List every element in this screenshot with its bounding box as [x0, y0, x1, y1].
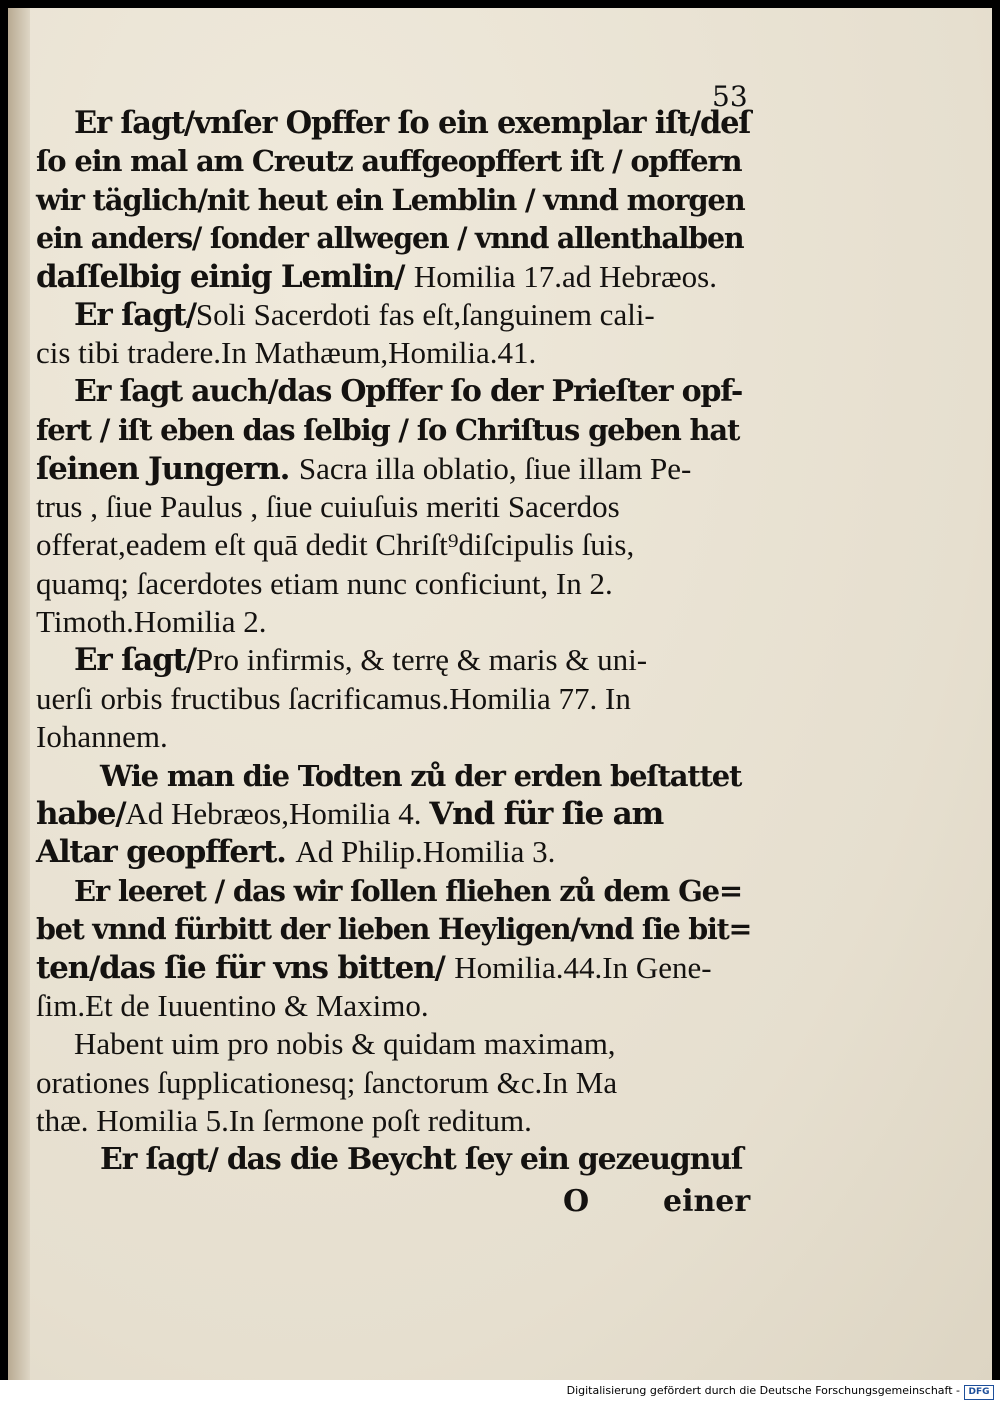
latin-text: trus , ſiue Paulus , ſiue cuiuſuis meriti Sacerdos	[36, 488, 620, 524]
text-line	[36, 1141, 751, 1179]
text-line	[36, 334, 751, 372]
latin-text: Timoth.Homilia 2.	[36, 604, 267, 640]
latin-text: Habent uim pro nobis & quidam maximam,	[74, 1026, 616, 1062]
latin-text: orationes ſupplicationesq; ſanctorum &c.In Ma	[36, 1064, 618, 1100]
book-page	[8, 8, 992, 1380]
text-line	[36, 757, 751, 795]
blackletter-text: Er ſagt/ das die Beycht ſey ein gezeugnuſ	[100, 1141, 743, 1177]
blackletter-text: daſſelbig einig Lemlin/	[36, 258, 414, 295]
page-number: 53	[712, 80, 748, 113]
text-line	[36, 872, 751, 910]
text-line	[36, 1025, 751, 1063]
latin-text: ſim.Et de Iuuentino & Maximo.	[36, 987, 429, 1023]
page-gutter	[8, 8, 30, 1380]
text-line	[36, 526, 751, 564]
catchword: einer	[663, 1184, 751, 1219]
text-line	[36, 603, 751, 641]
blackletter-text: fert / iſt eben das ſelbig / ſo Chriſtus geben hat	[36, 413, 740, 448]
text-line	[36, 488, 751, 526]
latin-text: thæ. Homilia 5.In ſermone poſt reditum.	[36, 1103, 532, 1139]
blackletter-text: Er ſagt/vnſer Opffer ſo ein exemplar iſt/deſ	[74, 105, 751, 141]
latin-text: cis tibi tradere.In Mathæum,Homilia.41.	[36, 335, 537, 371]
blackletter-text: ſeinen Jungern.	[36, 450, 299, 487]
text-line	[36, 949, 751, 987]
latin-text: Iohannem.	[36, 719, 168, 755]
dfg-logo: DFG	[964, 1385, 994, 1400]
latin-text: Homilia.44.In Gene-	[454, 949, 712, 985]
text-line	[36, 795, 751, 833]
blackletter-text: wir täglich/nit heut ein Lemblin / vnnd morgen	[36, 182, 745, 217]
blackletter-text: Vnd für ſie am	[429, 796, 664, 833]
latin-text: Sacra illa oblatio, ſiue illam Pe-	[298, 450, 692, 486]
blackletter-text: ein anders/ ſonder allwegen / vnnd allenthalben	[36, 221, 744, 256]
text-line	[36, 258, 751, 296]
funding-notice: Digitalisierung gefördert durch die Deutsche Forschungsgemeinschaft -	[566, 1384, 960, 1397]
latin-text: Homilia 17.ad Hebræos.	[413, 258, 717, 294]
blackletter-text: Wie man die Todten zů der erden beſtattet	[100, 758, 742, 793]
text-line	[36, 1064, 751, 1102]
text-line	[36, 181, 751, 219]
blackletter-text: Er ſagt auch/das Opffer ſo der Prieſter opf-	[74, 373, 743, 409]
text-line	[36, 219, 751, 257]
text-line	[36, 450, 751, 488]
text-line	[36, 1102, 751, 1140]
latin-text: Pro infirmis, & terrę & maris & uni-	[195, 642, 648, 678]
text-line	[36, 411, 751, 449]
blackletter-text: ten/das ſie für vns bitten/	[36, 949, 455, 986]
text-line	[36, 910, 751, 948]
text-line	[36, 142, 751, 180]
blackletter-text: ſo ein mal am Creutz auffgeopffert iſt / opffern	[36, 144, 742, 179]
text-line	[36, 373, 751, 411]
latin-text: Ad Philip.Homilia 3.	[295, 834, 556, 870]
text-line	[36, 104, 751, 142]
latin-text: Ad Hebræos,Homilia 4.	[125, 796, 430, 832]
blackletter-text: Er ſagt/	[74, 642, 196, 679]
latin-text: Soli Sacerdoti fas eſt,ſanguinem cali-	[195, 296, 655, 332]
body-text	[36, 104, 751, 1179]
latin-text: uerſi orbis fructibus ſacrificamus.Homilia 77. In	[36, 680, 631, 716]
text-line	[36, 680, 751, 718]
text-line	[36, 641, 751, 679]
text-line	[36, 987, 751, 1025]
blackletter-text: habe/	[36, 796, 126, 833]
text-line	[36, 296, 751, 334]
text-line	[36, 718, 751, 756]
signature-mark: O	[563, 1184, 590, 1219]
blackletter-text: bet vnnd fürbitt der lieben Heyligen/vnd ſie bit=	[36, 912, 752, 947]
latin-text: offerat,eadem eſt quā dedit Chriſt⁹diſcipulis ſuis,	[36, 527, 635, 563]
text-line	[36, 833, 751, 871]
blackletter-text: Er leeret / das wir ſollen fliehen zů dem Ge=	[74, 873, 742, 908]
blackletter-text: Er ſagt/	[74, 296, 196, 333]
digitization-footer	[0, 1380, 1000, 1404]
blackletter-text: Altar geopffert.	[36, 834, 296, 871]
text-line	[36, 565, 751, 603]
latin-text: quamq; ſacerdotes etiam nunc conficiunt, In 2.	[36, 565, 613, 601]
